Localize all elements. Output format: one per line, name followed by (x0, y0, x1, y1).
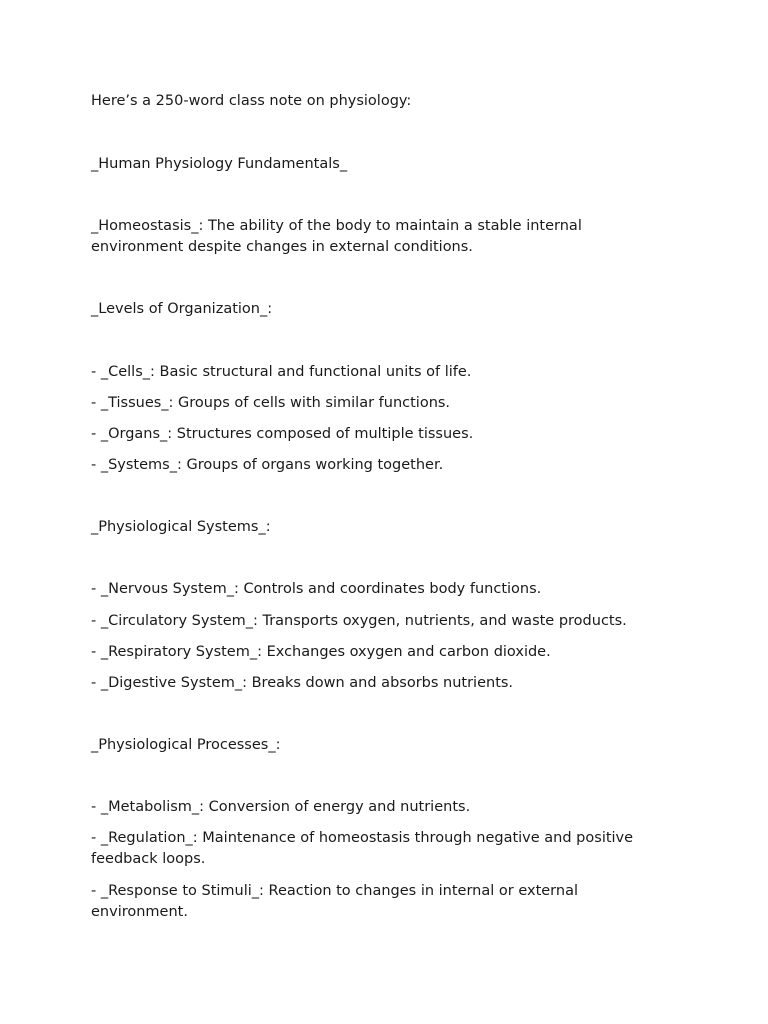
list-item: - _Digestive System_: Breaks down and absorbs nutrients. (91, 675, 514, 691)
list-item: - _Response to Stimuli_: Reaction to changes in internal or external environment. (91, 883, 578, 920)
list-item: - _Nervous System_: Controls and coordinates body functions. (91, 581, 542, 597)
list-item: - _Metabolism_: Conversion of energy and nutrients. (91, 799, 471, 815)
list-item: - _Organs_: Structures composed of multiple tissues. (91, 426, 474, 442)
systems-heading: _Physiological Systems_: (91, 519, 271, 535)
homeostasis-paragraph: _Homeostasis_: The ability of the body to maintain a stable internal environment despite changes in external conditions. (91, 218, 582, 255)
intro-text: Here’s a 250-word class note on physiology: (91, 93, 412, 109)
list-item: - _Cells_: Basic structural and functional units of life. (91, 364, 472, 380)
processes-heading: _Physiological Processes_: (91, 737, 281, 753)
list-item: - _Tissues_: Groups of cells with similar functions. (91, 395, 451, 411)
list-item: - _Systems_: Groups of organs working together. (91, 457, 444, 473)
list-item: - _Regulation_: Maintenance of homeostasis through negative and positive feedback loops. (91, 830, 634, 867)
list-item: - _Circulatory System_: Transports oxygen, nutrients, and waste products. (91, 613, 627, 629)
levels-heading: _Levels of Organization_: (91, 301, 273, 317)
list-item: - _Respiratory System_: Exchanges oxygen and carbon dioxide. (91, 644, 551, 660)
document-title: _Human Physiology Fundamentals_ (91, 156, 348, 172)
